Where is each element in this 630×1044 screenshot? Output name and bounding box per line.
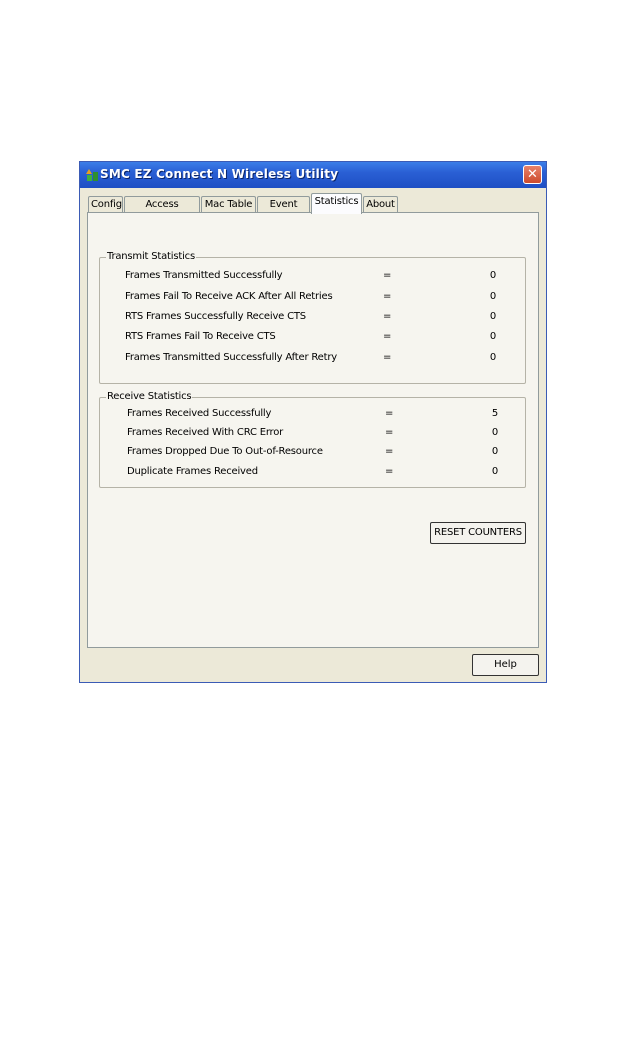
- stat-row: [100, 291, 525, 305]
- stat-label: Duplicate Frames Received: [127, 466, 258, 477]
- help-button[interactable]: Help: [472, 654, 539, 676]
- stat-equals: =: [383, 270, 392, 281]
- stat-equals: =: [385, 446, 394, 457]
- stat-label: Frames Received With CRC Error: [127, 427, 284, 438]
- stat-equals: =: [383, 352, 392, 363]
- tab-mac-table[interactable]: [201, 196, 256, 213]
- stat-equals: =: [383, 291, 392, 302]
- stat-equals: =: [383, 311, 392, 322]
- stat-value: 0: [489, 352, 496, 363]
- stat-equals: =: [385, 466, 394, 477]
- stat-equals: =: [383, 331, 392, 342]
- tab-access-control[interactable]: [124, 196, 200, 213]
- tab-config[interactable]: [88, 196, 123, 213]
- stat-label: Frames Transmitted Successfully After Retry: [125, 352, 337, 363]
- tab-about[interactable]: [363, 196, 398, 213]
- stat-row: [100, 446, 525, 460]
- tab-label: Config: [91, 199, 122, 210]
- tab-label: Event: [269, 199, 298, 210]
- stat-label: Frames Received Successfully: [127, 408, 272, 419]
- utility-window: [79, 161, 547, 683]
- stat-equals: =: [385, 427, 394, 438]
- stat-label: Frames Dropped Due To Out-of-Resource: [127, 446, 323, 457]
- tab-label: About: [366, 199, 395, 210]
- tab-statistics[interactable]: [311, 193, 362, 214]
- title-bar[interactable]: [80, 162, 546, 188]
- stat-label: Frames Transmitted Successfully: [125, 270, 283, 281]
- statistics-panel: [87, 212, 539, 648]
- close-button[interactable]: [523, 165, 542, 184]
- stat-row: [100, 427, 525, 441]
- close-icon: ✕: [527, 167, 538, 182]
- stat-value: 0: [491, 466, 498, 477]
- stat-row: [100, 270, 525, 284]
- stat-row: [100, 466, 525, 480]
- stat-value: 0: [491, 427, 498, 438]
- group-title: Receive Statistics: [107, 391, 192, 402]
- stat-row: [100, 331, 525, 345]
- stat-label: RTS Frames Fail To Receive CTS: [125, 331, 276, 342]
- stat-value: 5: [491, 408, 498, 419]
- stat-value: 0: [489, 311, 496, 322]
- tab-label: Mac Table: [204, 199, 253, 210]
- stat-row: [100, 311, 525, 325]
- receive-statistics-group: [99, 391, 526, 488]
- stat-equals: =: [385, 408, 394, 419]
- group-title: Transmit Statistics: [107, 251, 195, 262]
- stat-value: 0: [489, 291, 496, 302]
- stat-row: [100, 352, 525, 366]
- tab-label: Access: [145, 199, 179, 210]
- window-title: SMC EZ Connect N Wireless Utility: [100, 167, 339, 181]
- network-app-icon: [86, 168, 100, 182]
- stat-value: 0: [489, 270, 496, 281]
- stat-label: RTS Frames Successfully Receive CTS: [125, 311, 306, 322]
- stat-value: 0: [489, 331, 496, 342]
- stat-value: 0: [491, 446, 498, 457]
- transmit-statistics-group: [99, 251, 526, 384]
- stat-row: [100, 408, 525, 422]
- stat-label: Frames Fail To Receive ACK After All Retries: [125, 291, 333, 302]
- tab-event-log[interactable]: [257, 196, 310, 213]
- reset-counters-button[interactable]: RESET COUNTERS: [430, 522, 526, 544]
- tab-label: Statistics: [314, 196, 359, 207]
